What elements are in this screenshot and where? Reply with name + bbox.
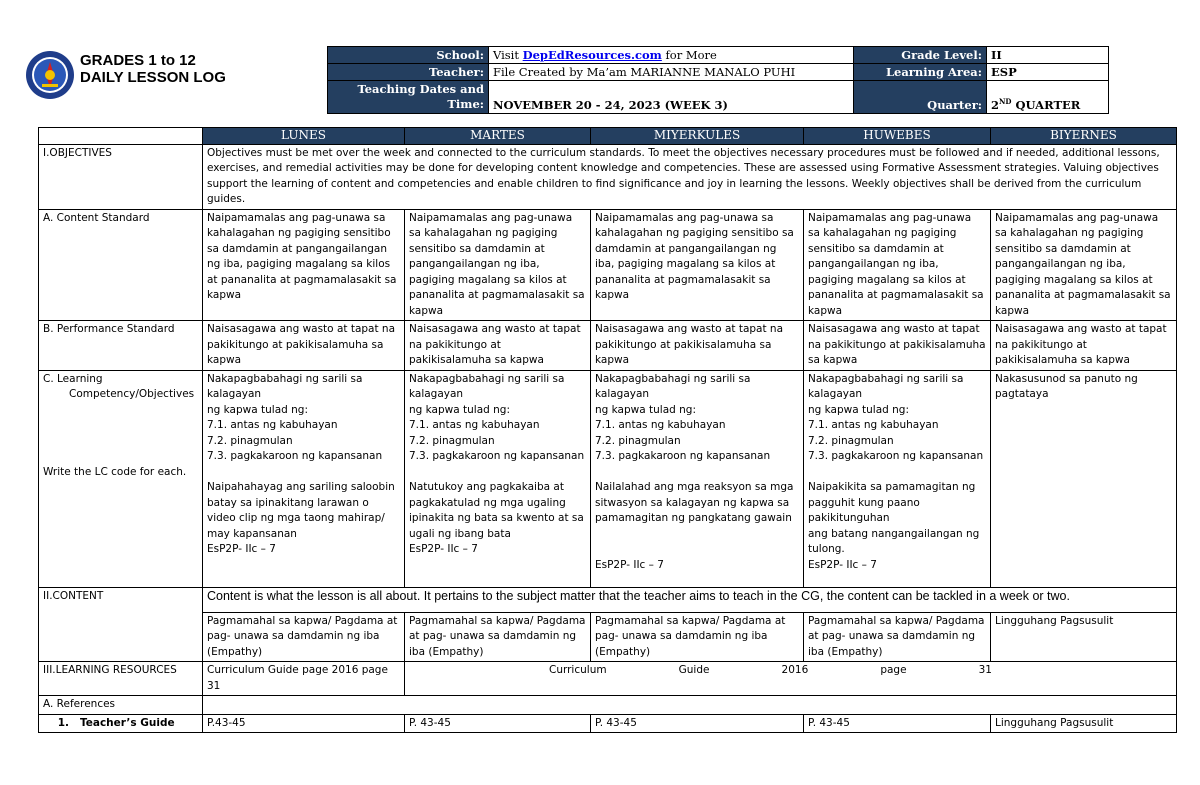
performance-standard-label: B. Performance Standard [39,321,203,371]
content-mon: Pagmamahal sa kapwa/ Pagdama at pag- unawa sa damdamin ng iba (Empathy) [203,612,405,662]
content-note-row [39,587,1177,612]
grade-level-label: Grade Level: [854,47,987,64]
competency-thu: Nakapagbabahagi ng sarili sa kalagayan ng kapwa tulad ng: 7.1. antas ng kabuhayan 7.2. pinagmulan 7.3. pagkakaroon ng kapansanan Naipakikita sa pamamagitan ng pagguhit kung paano pakikitunguhan ang batang nangangailangan ng tulong. EsP2P- IIc – 7 [804,370,991,587]
teaching-dates-label: Teaching Dates and Time: [328,81,489,114]
content-note: Content is what the lesson is all about. It pertains to the subject matter that the teacher aims to teach in the CG, the content can be tackled in a week or two. [203,587,1177,612]
content-standard-row [39,209,1177,321]
teachers-guide-mon: P.43-45 [203,714,405,733]
competency-label: C. Learning Competency/Objectives Write the LC code for each. [39,370,203,587]
grade-level-value: II [987,47,1109,64]
performance-standard-tue: Naisasagawa ang wasto at tapat na pakikitungo at pakikisalamuha sa kapwa [405,321,591,371]
objectives-label: I.OBJECTIVES [39,144,203,209]
learning-resources-row [39,662,1177,696]
content-standard-label: A. Content Standard [39,209,203,321]
teachers-guide-label: 1. Teacher’s Guide [39,714,203,733]
day-thursday: HUWEBES [804,128,991,145]
learning-resources-label: III.LEARNING RESOURCES [39,662,203,696]
teachers-guide-wed: P. 43-45 [591,714,804,733]
content-standard-thu: Naipamamalas ang pag-unawa sa kahalagahan ng pagiging sensitibo sa damdamin at pangangailangan ng iba, pagiging magalang sa kilos at pananalita at pagmamalasakit sa kapwa [804,209,991,321]
quarter-label: Quarter: [854,81,987,114]
performance-standard-mon: Naisasagawa ang wasto at tapat na pakikitungo at pakikisalamuha sa kapwa [203,321,405,371]
teachers-guide-row [39,714,1177,733]
learning-area-label: Learning Area: [854,64,987,81]
lesson-log-table [38,127,1177,733]
learning-resources-mon: Curriculum Guide page 2016 page 31 [203,662,405,696]
competency-mon: Nakapagbabahagi ng sarili sa kalagayan ng kapwa tulad ng: 7.1. antas ng kabuhayan 7.2. pinagmulan 7.3. pagkakaroon ng kapansanan Naipahahayag ang sariling saloobin batay sa ipinakitang larawan o video clip ng mga taong mahirap/ may kapansanan EsP2P- IIc – 7 [203,370,405,587]
performance-standard-row [39,321,1177,371]
day-tuesday: MARTES [405,128,591,145]
school-label: School: [328,47,489,64]
teachers-guide-thu: P. 43-45 [804,714,991,733]
deped-resources-link[interactable]: DepEdResources.com [522,48,662,62]
performance-standard-thu: Naisasagawa ang wasto at tapat na pakikitungo at pakikisalamuha sa kapwa [804,321,991,371]
corner-cell [39,128,203,145]
teachers-guide-tue: P. 43-45 [405,714,591,733]
day-friday: BIYERNES [991,128,1177,145]
content-tue: Pagmamahal sa kapwa/ Pagdama at pag- unawa sa damdamin ng iba (Empathy) [405,612,591,662]
competency-note: Write the LC code for each. [43,465,187,478]
objectives-row [39,144,1177,209]
day-wednesday: MIYERKULES [591,128,804,145]
content-label: II.CONTENT [39,587,203,662]
teaching-dates-value: NOVEMBER 20 - 24, 2023 (WEEK 3) [489,81,854,114]
content-standard-tue: Naipamamalas ang pag-unawa sa kahalagahan ng pagiging sensitibo sa damdamin at pangangailangan ng iba, pagiging magalang sa kilos at pananalita at pagmamalasakit sa kapwa [405,209,591,321]
title-line-1: GRADES 1 to 12 [80,52,196,69]
school-value: Visit DepEdResources.com for More [489,47,854,64]
performance-standard-wed: Naisasagawa ang wasto at tapat na pakikitungo at pakikisalamuha sa kapwa [591,321,804,371]
competency-row [39,370,1177,587]
content-thu: Pagmamahal sa kapwa/ Pagdama at pag- unawa sa damdamin ng iba (Empathy) [804,612,991,662]
content-wed: Pagmamahal sa kapwa/ Pagdama at pag- unawa sa damdamin ng iba (Empathy) [591,612,804,662]
learning-area-value: ESP [987,64,1109,81]
objectives-text: Objectives must be met over the week and connected to the curriculum standards. To meet the objectives necessary procedures must be followed and if needed, additional lessons, exercises, and remedial activities may be done for developing content knowledge and competencies. These are assessed using Formative Assessment strategies. Valuing objectives support the learning of content and competencies and enable children to find significance and joy in learning the lessons. Weekly objectives shall be derived from the curriculum guides. [203,144,1177,209]
content-standard-fri: Naipamamalas ang pag-unawa sa kahalagahan ng pagiging sensitibo sa damdamin at pangangailangan ng iba, pagiging magalang sa kilos at pananalita at pagmamalasakit sa kapwa [991,209,1177,321]
teachers-guide-fri: Lingguhang Pagsusulit [991,714,1177,733]
competency-wed: Nakapagbabahagi ng sarili sa kalagayan ng kapwa tulad ng: 7.1. antas ng kabuhayan 7.2. pinagmulan 7.3. pagkakaroon ng kapansanan Nailalahad ang mga reaksyon sa mga sitwasyon sa kalagayan ng kapwa sa pamamagitan ng pangkatang gawain EsP2P- IIc – 7 [591,370,804,587]
content-standard-wed: Naipamamalas ang pag-unawa sa kahalagahan ng pagiging sensitibo sa damdamin at pangangailangan ng iba, pagiging magalang sa kilos at pananalita at pagmamalasakit sa kapwa [591,209,804,321]
competency-fri: Nakasusunod sa panuto ng pagtataya [991,370,1177,587]
content-fri: Lingguhang Pagsusulit [991,612,1177,662]
references-blank [203,696,1177,715]
content-topics-row [39,612,1177,662]
content-standard-mon: Naipamamalas ang pag-unawa sa kahalagahan ng pagiging sensitibo sa damdamin at pangangailangan ng iba, pagiging magalang sa kilos at pananalita at pagmamalasakit sa kapwa [203,209,405,321]
title-line-2: DAILY LESSON LOG [80,69,226,86]
quarter-value: 2ND QUARTER [987,81,1109,114]
day-monday: LUNES [203,128,405,145]
learning-resources-rest: Curriculum Guide 2016 page 31 [405,662,1177,696]
teacher-label: Teacher: [328,64,489,81]
references-row [39,696,1177,715]
teacher-value: File Created by Ma’am MARIANNE MANALO PUHI [489,64,854,81]
day-header-row [39,128,1177,145]
deped-seal-logo [25,42,75,108]
competency-tue: Nakapagbabahagi ng sarili sa kalagayan ng kapwa tulad ng: 7.1. antas ng kabuhayan 7.2. pinagmulan 7.3. pagkakaroon ng kapansanan Natutukoy ang pagkakaiba at pagkakatulad ng mga ugaling ipinakita ng bata sa kwento at sa ugali ng ibang bata EsP2P- IIc – 7 [405,370,591,587]
form-title [80,52,226,86]
references-label: A. References [39,696,203,715]
performance-standard-fri: Naisasagawa ang wasto at tapat na pakikitungo at pakikisalamuha sa kapwa [991,321,1177,371]
header-info-table [327,46,1109,114]
